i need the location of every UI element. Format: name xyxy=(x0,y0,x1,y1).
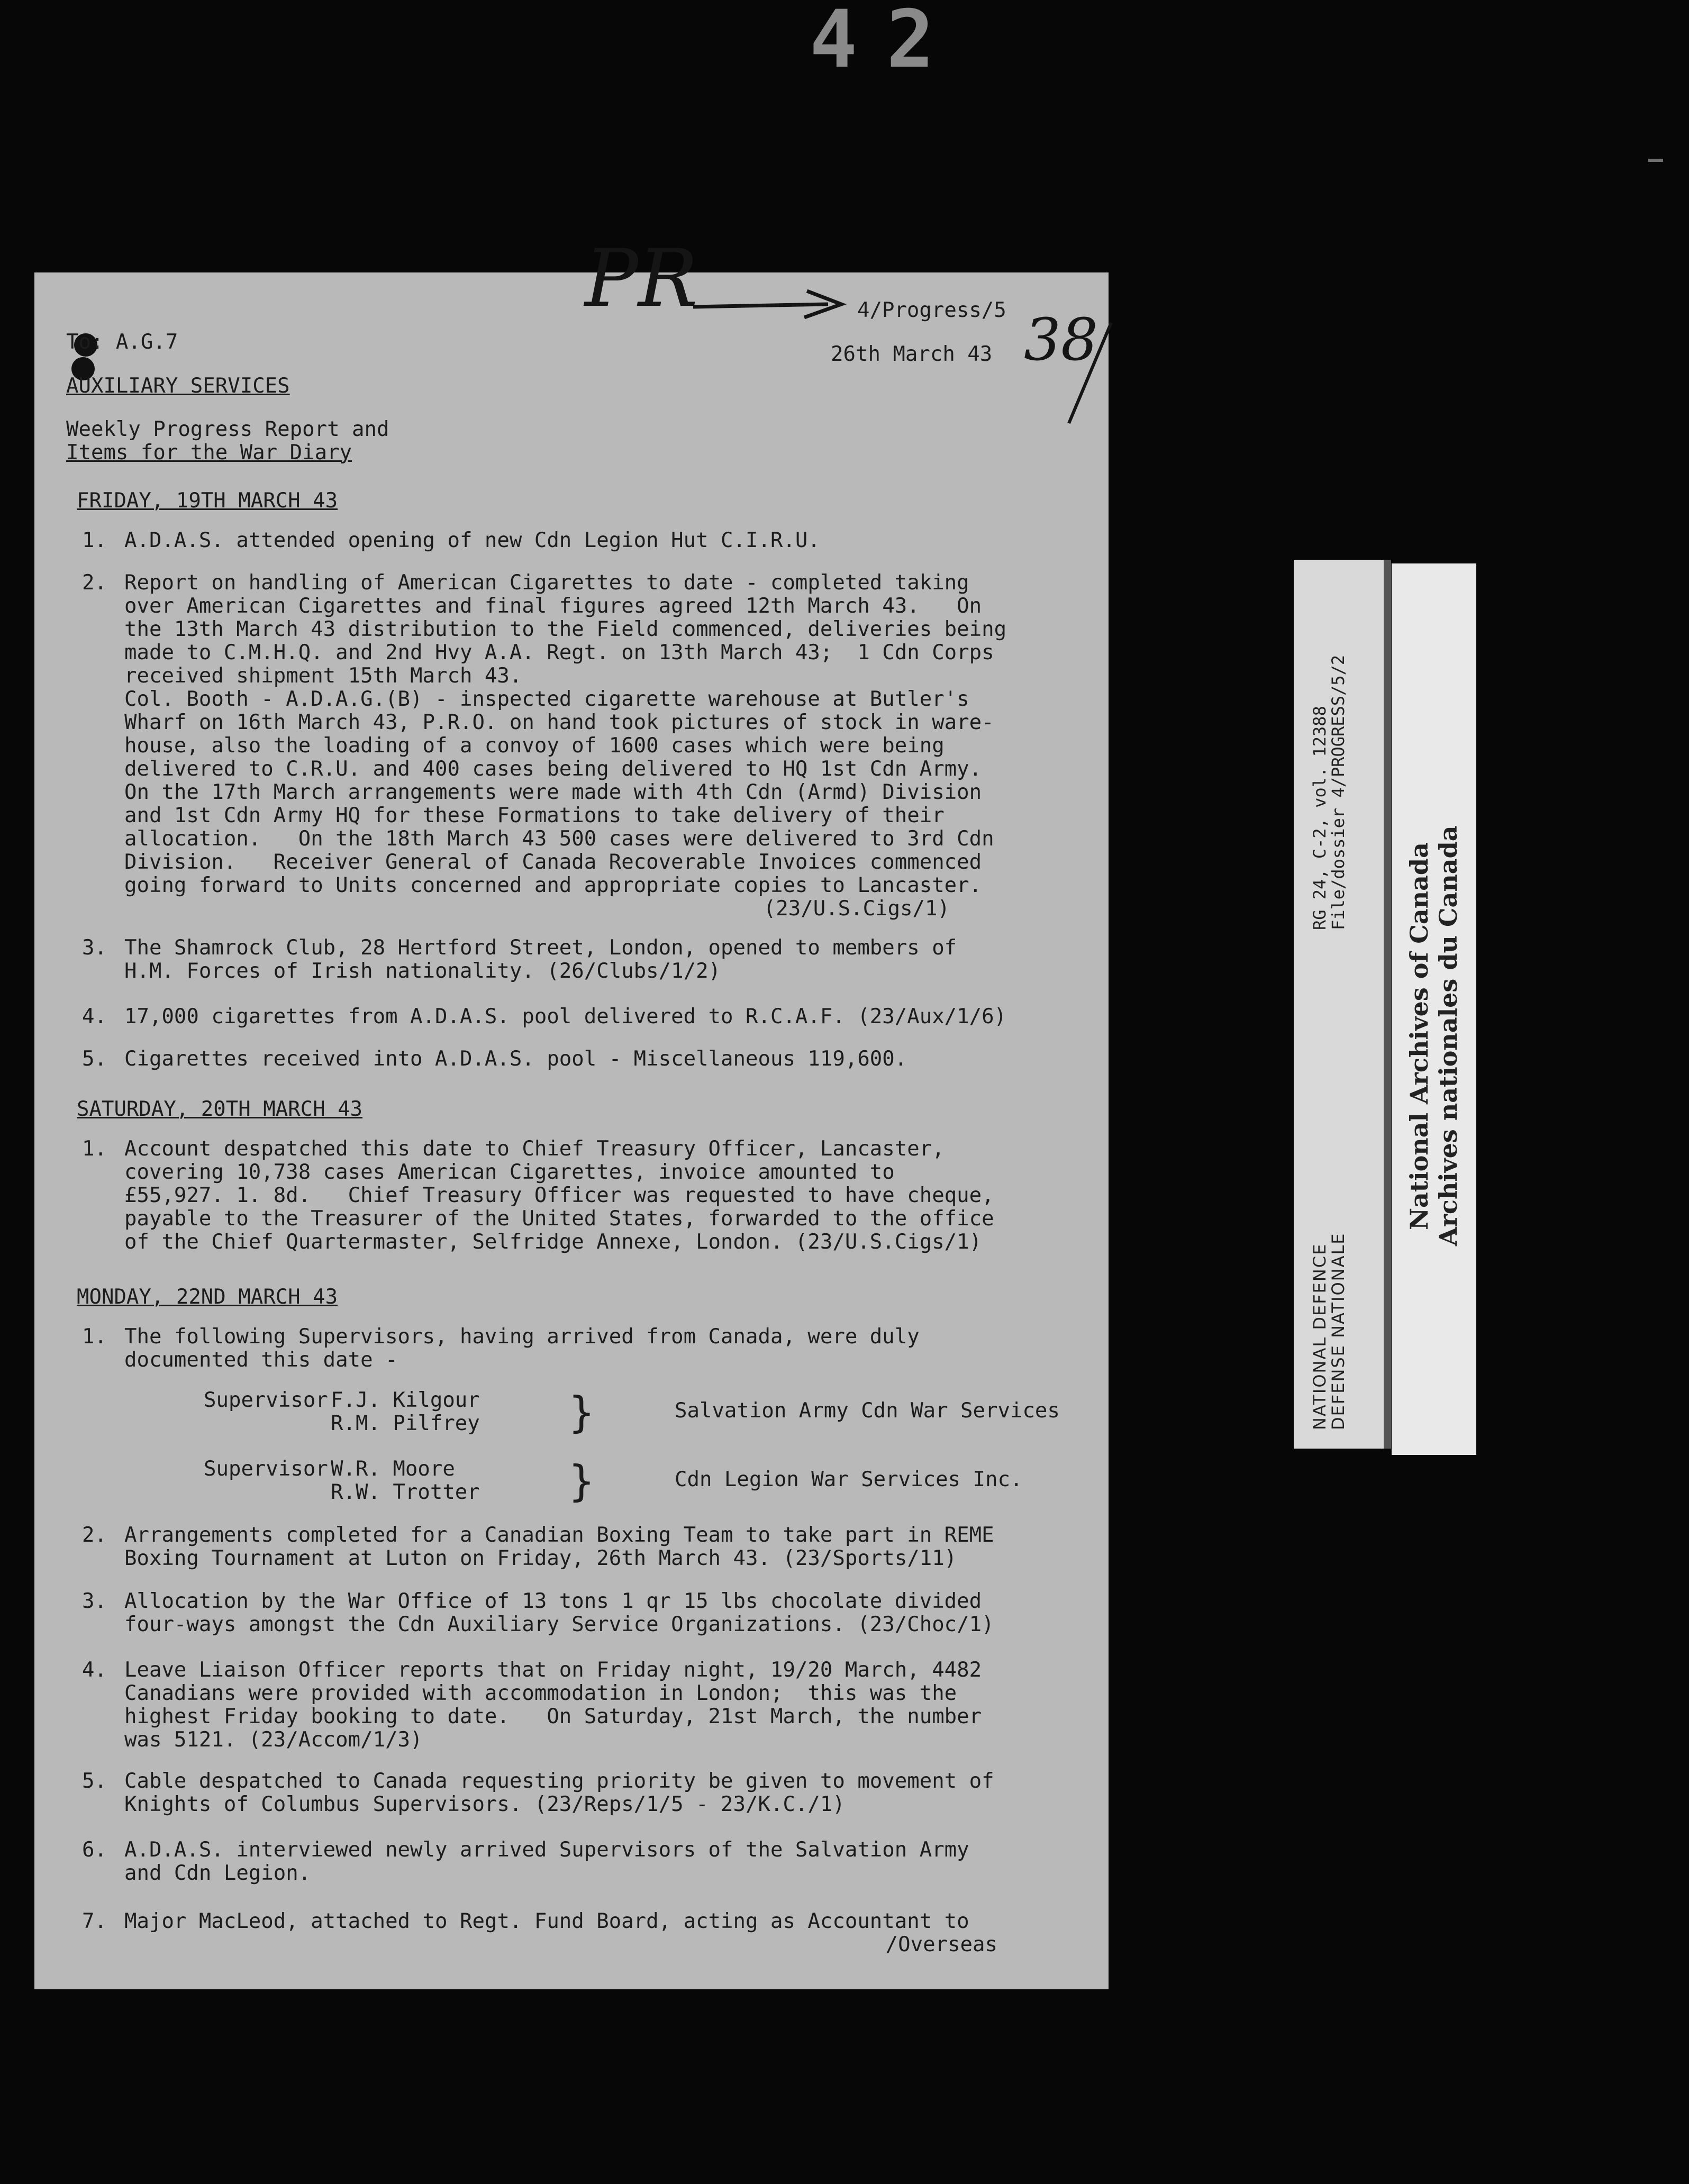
list-item xyxy=(82,1910,1050,1957)
archives-name: National Archives of Canada xyxy=(1405,842,1433,1230)
item-number: 1. xyxy=(82,529,107,552)
item-reference: (23/U.S.Cigs/1) xyxy=(763,897,950,921)
list-item xyxy=(82,1325,1050,1372)
archives-name-fr: Archives nationales du Canada xyxy=(1434,825,1463,1246)
item-text: 17,000 cigarettes from A.D.A.S. pool delivered to R.C.A.F. (23/Aux/1/6) xyxy=(124,1005,1007,1029)
item-text: A.D.A.S. attended opening of new Cdn Legion Hut C.I.R.U. xyxy=(124,529,820,552)
item-text: A.D.A.S. interviewed newly arrived Supervisors of the Salvation Army and Cdn Legion. xyxy=(124,1838,969,1885)
item-text: Major MacLeod, attached to Regt. Fund Board, acting as Accountant to xyxy=(124,1909,969,1933)
item-text: Cigarettes received into A.D.A.S. pool - Miscellaneous 119,600. xyxy=(124,1047,907,1071)
supervisor-list xyxy=(204,1389,1077,1505)
supervisor-names xyxy=(331,1458,480,1504)
supervisor-role: Supervisor xyxy=(204,1457,328,1481)
list-item xyxy=(82,1659,1050,1752)
supervisor-organization: Salvation Army Cdn War Services xyxy=(675,1399,1060,1423)
supervisor-role: Supervisor xyxy=(204,1388,328,1412)
department-name: NATIONAL DEFENCE xyxy=(1310,1243,1330,1430)
item-text: Leave Liaison Officer reports that on Friday night, 19/20 March, 4482 Canadians were provided with accommodation in London; this was the highest Friday booking to date. On Saturday, 21st March, the number was 5121. (23/Accom/1/3) xyxy=(124,1658,982,1752)
list-item xyxy=(82,571,1066,921)
item-text: Report on handling of American Cigarettes to date - completed taking over American Cigarettes and final figures agreed 12th March 43. On the 13th March 43 distribution to the Field commenced, deliveries being made to C.M.H.Q. and 2nd Hvy A.A. Regt. on 13th March 43; 1 Cdn Corps received shipment 15th March 43. Col. Booth - A.D.A.G.(B) - inspected cigarette warehouse at Butler's Wharf on 16th March 43, P.R.O. on hand took pictures of stock in ware- house, also the loading of a convoy of 1600 cases which were being delivered to C.R.U. and 400 cases being delivered to HQ 1st Cdn Army. On the 17th March arrangements were made with 4th Cdn (Armd) Division and 1st Cdn Army HQ for these Formations to take delivery of their allocation. On the 18th March 43 500 cases were delivered to 3rd Cdn Division. Receiver General of Canada Recoverable Invoices commenced going forward to Units concerned and appropriate copies to Lancaster. xyxy=(124,571,1007,897)
supervisor-row xyxy=(204,1389,1077,1436)
supervisor-row xyxy=(204,1458,1077,1505)
handwritten-arrow-icon xyxy=(691,288,849,320)
list-item xyxy=(82,1138,1050,1254)
item-text: Account despatched this date to Chief Treasury Officer, Lancaster, covering 10,738 cases American Cigarettes, invoice amounted to £55,927. 1. 8d. Chief Treasury Officer was requested to have cheque, payable to the Treasurer of the United States, forwarded to the office of the Chief Quartermaster, Selfridge Annexe, London. (23/U.S.Cigs/1) xyxy=(124,1137,994,1254)
supervisor-name: R.M. Pilfrey xyxy=(331,1412,480,1435)
item-number: 2. xyxy=(82,571,107,595)
day-heading: FRIDAY, 19TH MARCH 43 xyxy=(77,489,338,513)
list-item xyxy=(82,1770,1050,1816)
document-date: 26th March 43 xyxy=(831,342,993,366)
brace-icon: } xyxy=(569,1457,595,1506)
list-item xyxy=(82,1048,1050,1071)
supervisor-name: F.J. Kilgour xyxy=(331,1388,480,1412)
archives-label-strip xyxy=(1392,563,1476,1455)
department-name-fr: DEFENSE NATIONALE xyxy=(1328,1232,1348,1430)
archive-ref: RG 24, C-2, vol. 12388 xyxy=(1310,706,1330,930)
list-item xyxy=(82,936,1050,983)
list-item xyxy=(82,1005,1050,1029)
item-text: Allocation by the War Office of 13 tons 1 qr 15 lbs chocolate divided four-ways amongst the Cdn Auxiliary Service Organizations. (23/Choc/1) xyxy=(124,1589,994,1636)
corner-mark xyxy=(1648,159,1663,170)
item-text: Cable despatched to Canada requesting priority be given to movement of Knights of Columbus Supervisors. (23/Reps/1/5 - 23/K.C./1) xyxy=(124,1769,994,1816)
item-number: 1. xyxy=(82,1325,107,1349)
list-item xyxy=(82,1590,1050,1636)
supervisor-names xyxy=(331,1389,480,1435)
handwritten-folio: 38 xyxy=(1024,306,1098,374)
subtitle-line: Items for the War Diary xyxy=(66,441,352,465)
item-number: 5. xyxy=(82,1047,107,1071)
item-number: 2. xyxy=(82,1523,107,1547)
item-number: 5. xyxy=(82,1769,107,1793)
addressee: To: A.G.7 xyxy=(66,330,178,354)
supervisor-organization: Cdn Legion War Services Inc. xyxy=(675,1468,1023,1491)
day-heading: MONDAY, 22ND MARCH 43 xyxy=(77,1285,338,1309)
list-item xyxy=(82,1839,1050,1885)
item-number: 6. xyxy=(82,1838,107,1862)
document-heading: AUXILIARY SERVICES xyxy=(66,374,290,398)
day-heading: SATURDAY, 20TH MARCH 43 xyxy=(77,1097,363,1121)
document-ref: 4/Progress/5 xyxy=(857,298,1006,322)
supervisor-name: R.W. Trotter xyxy=(331,1480,480,1504)
frame-number: 42 xyxy=(810,0,964,86)
subtitle-line: Weekly Progress Report and xyxy=(66,417,389,441)
handwritten-slash-icon xyxy=(1037,320,1116,426)
item-number: 1. xyxy=(82,1137,107,1161)
item-text: Arrangements completed for a Canadian Boxing Team to take part in REME Boxing Tournament at Luton on Friday, 26th March 43. (23/Sports/11) xyxy=(124,1523,994,1570)
list-item xyxy=(82,1524,1050,1570)
brace-icon: } xyxy=(569,1388,595,1437)
item-number: 7. xyxy=(82,1909,107,1933)
supervisor-name: W.R. Moore xyxy=(331,1457,455,1481)
document-page xyxy=(34,233,1109,1989)
item-number: 3. xyxy=(82,1589,107,1613)
archive-file: File/dossier 4/PROGRESS/5/2 xyxy=(1328,654,1348,930)
item-number: 4. xyxy=(82,1005,107,1029)
handwritten-pr: PR xyxy=(585,233,698,325)
item-number: 4. xyxy=(82,1658,107,1682)
item-number: 3. xyxy=(82,936,107,960)
item-text: The following Supervisors, having arrived from Canada, were duly documented this date - xyxy=(124,1325,920,1372)
archive-reference-strip xyxy=(1294,560,1391,1449)
document-subtitle xyxy=(66,418,389,465)
continuation-mark: /Overseas xyxy=(885,1933,997,1957)
item-text: The Shamrock Club, 28 Hertford Street, London, opened to members of H.M. Forces of Irish nationality. (26/Clubs/1/2) xyxy=(124,936,957,983)
list-item xyxy=(82,529,1050,552)
